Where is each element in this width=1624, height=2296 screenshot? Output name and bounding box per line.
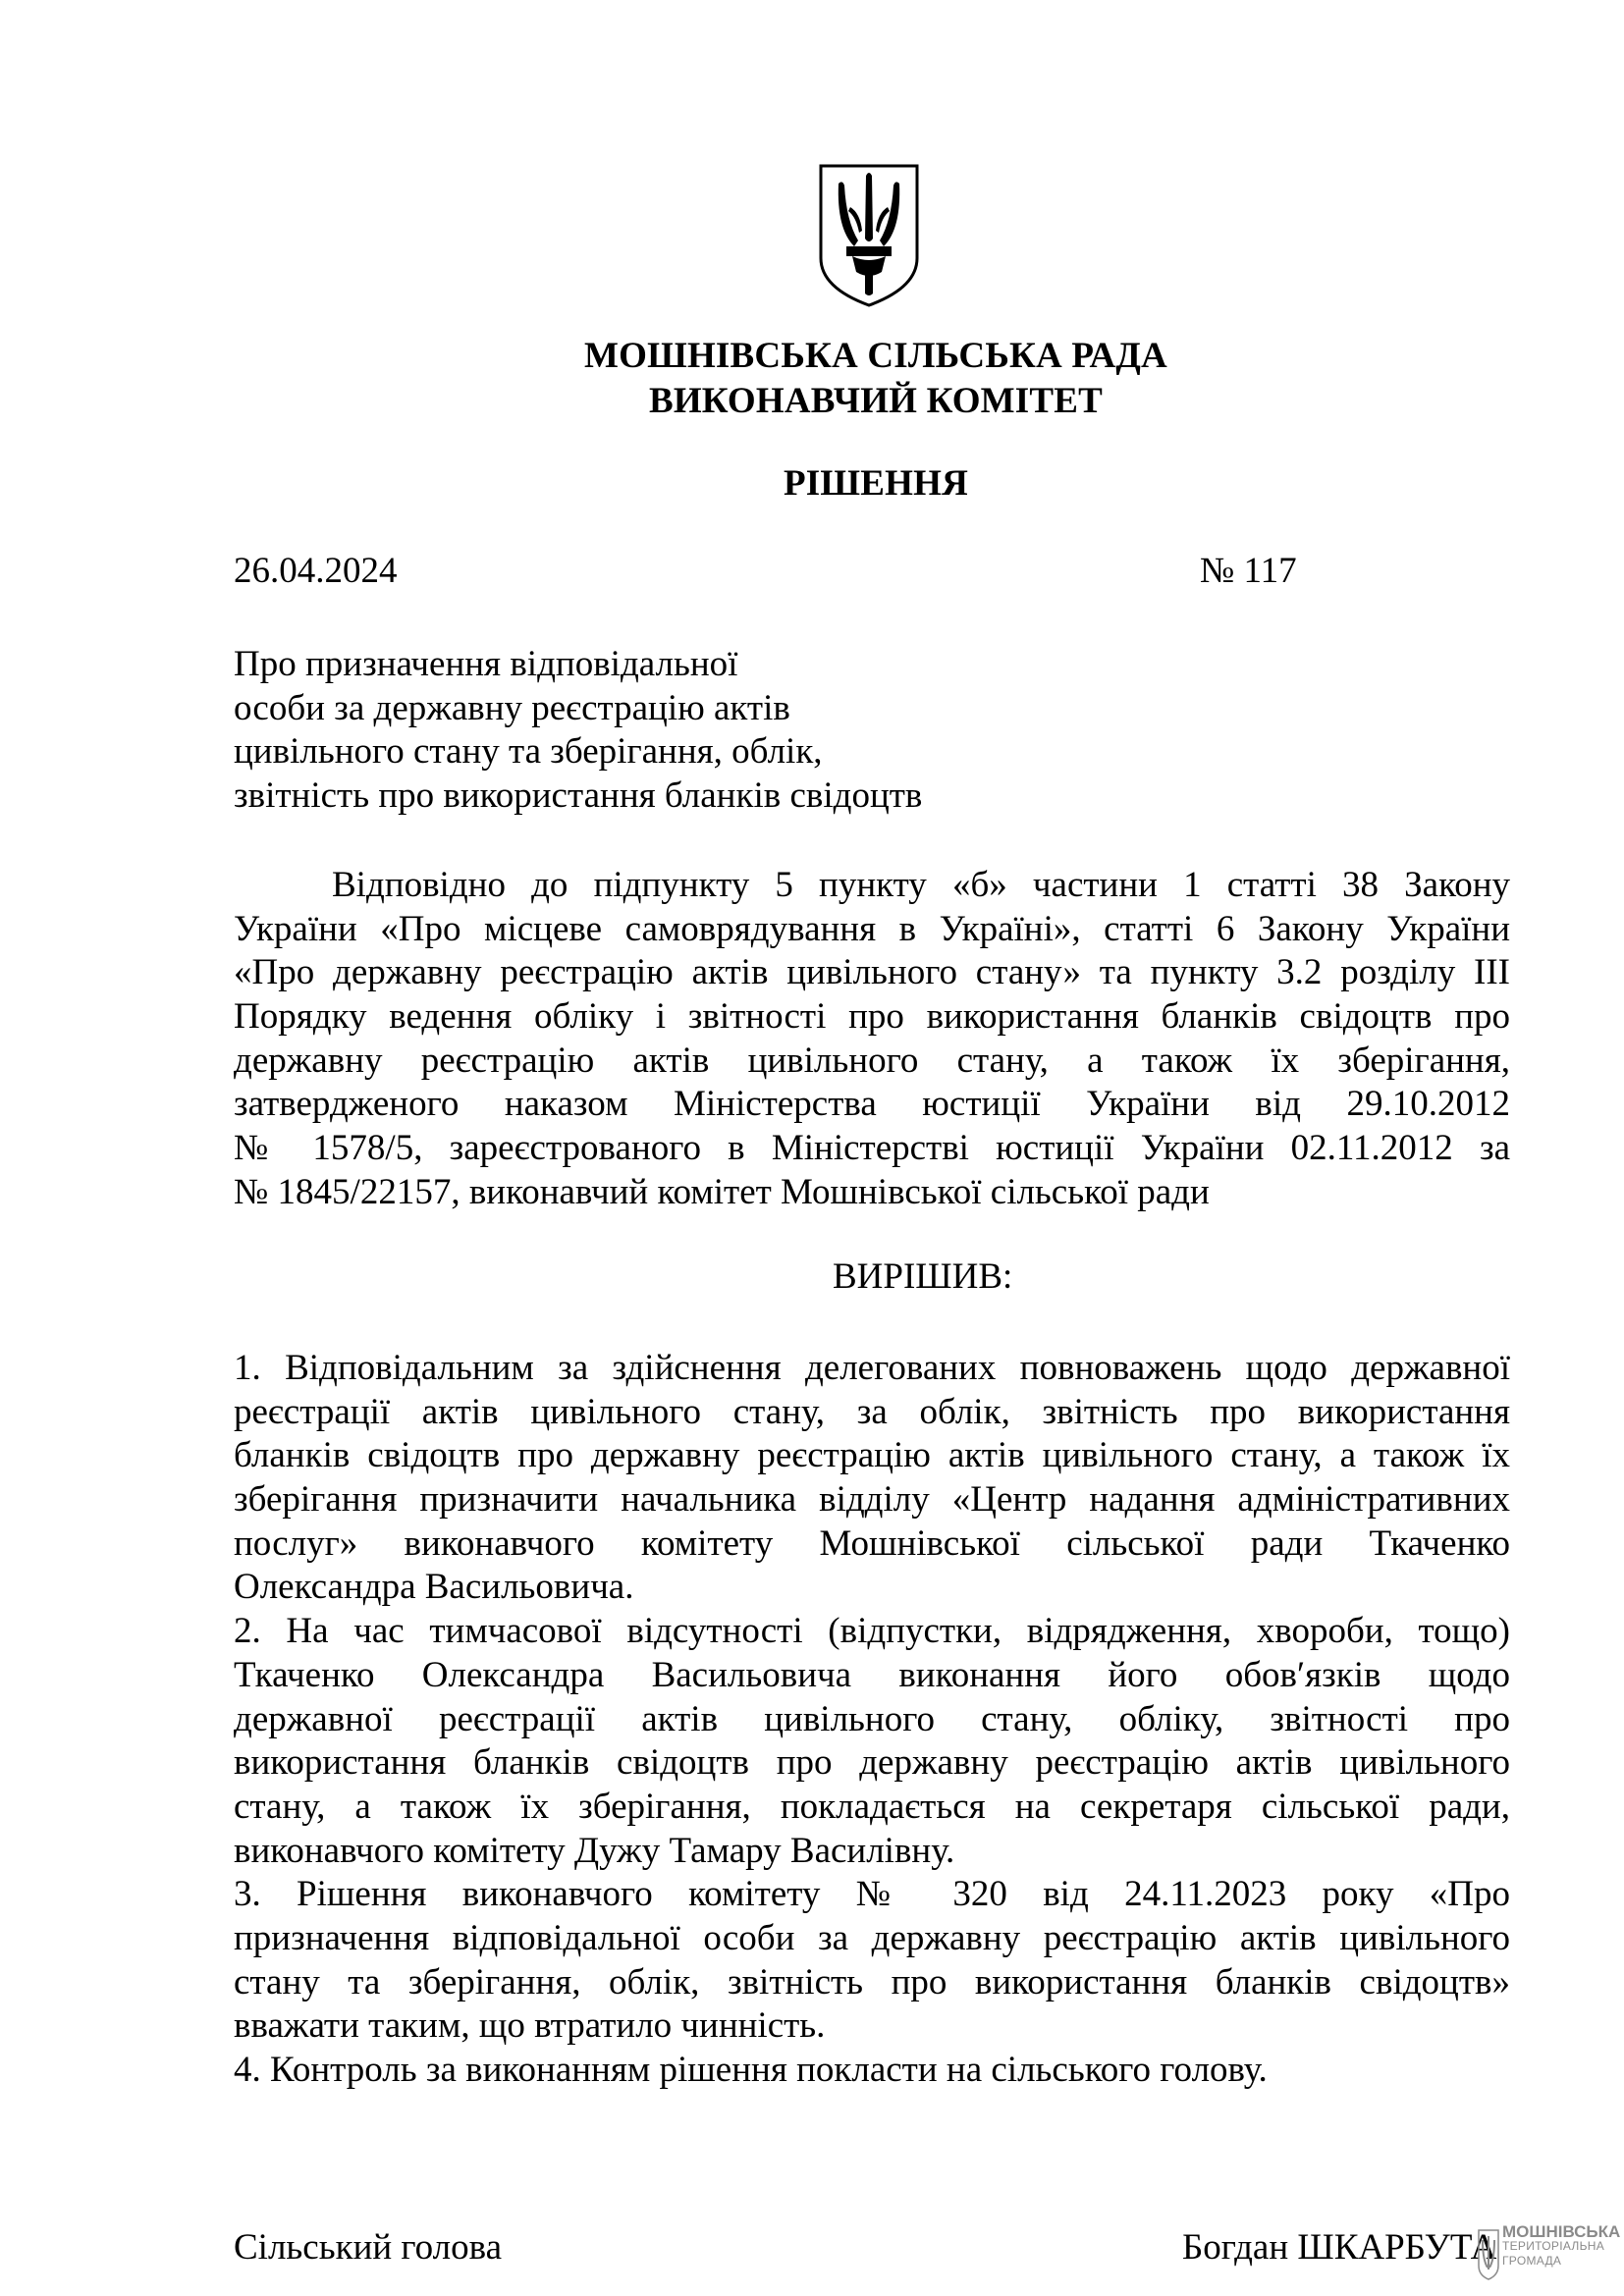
- preamble-line: № 1845/22157, виконавчий комітет Мошнівської сільської ради: [234, 1171, 1210, 1212]
- decision-number: № 117: [1200, 551, 1297, 591]
- decision-items: [234, 1347, 1510, 2093]
- subject-line: звітність про використання бланків свідоцтв: [234, 774, 923, 816]
- preamble-line: затвердженого наказом Міністерства юстиції України від 29.10.2012: [234, 1084, 1510, 1125]
- resolved-heading: ВИРІШИВ:: [833, 1256, 1013, 1297]
- decision-date: 26.04.2024: [234, 551, 398, 591]
- decision-item-line: 3. Рішення виконавчого комітету № 320 від 24.11.2023 року «Про: [234, 1874, 1510, 1915]
- decision-item-line: Ткаченко Олександра Васильовича виконання його обов′язків щодо: [234, 1654, 1510, 1695]
- watermark-title: МОШНІВСЬКА: [1502, 2222, 1621, 2241]
- preamble-line: Відповідно до підпункту 5 пункту «б» частини 1 статті 38 Закону: [332, 865, 1510, 905]
- subject-line: Про призначення відповідальної: [234, 644, 738, 684]
- preamble-line: України «Про місцеве самоврядування в Україні», статті 6 Закону України: [234, 908, 1510, 949]
- council-name: МОШНІВСЬКА СІЛЬСЬКА РАДА: [584, 336, 1167, 376]
- preamble-paragraph: [234, 864, 1510, 1215]
- watermark-subtitle: ГРОМАДА: [1502, 2254, 1562, 2268]
- signatory-title: Сільський голова: [234, 2227, 503, 2268]
- preamble-line: № 1578/5, зареєстрованого в Міністерстві юстиції України 02.11.2012 за: [234, 1128, 1510, 1169]
- subject-line: цивільного стану та зберігання, облік,: [234, 731, 823, 772]
- decision-item-line: стану, а також їх зберігання, покладається на секретаря сільської ради,: [234, 1786, 1510, 1827]
- watermark-subtitle: ТЕРИТОРІАЛЬНА: [1502, 2239, 1605, 2253]
- document-type-title: РІШЕННЯ: [784, 463, 968, 504]
- decision-item-line: виконавчого комітету Дужу Тамару Василівну.: [234, 1830, 955, 1871]
- decision-item-line: Олександра Васильовича.: [234, 1567, 634, 1608]
- decision-item-line: 2. На час тимчасової відсутності (відпустки, відрядження, хвороби, тощо): [234, 1611, 1510, 1652]
- decision-item-line: 1. Відповідальним за здійснення делегованих повноважень щодо державної: [234, 1348, 1510, 1388]
- decision-item-line: 4. Контроль за виконанням рішення покласти на сільського голову.: [234, 2050, 1268, 2090]
- committee-name: ВИКОНАВЧИЙ КОМІТЕТ: [648, 381, 1104, 421]
- decision-item-line: вважати таким, що втратило чинність.: [234, 2005, 826, 2047]
- preamble-line: Порядку ведення обліку і звітності про використання бланків свідоцтв про: [234, 996, 1510, 1038]
- decision-item-line: реєстрації актів цивільного стану, за облік, звітність про використання: [234, 1391, 1510, 1432]
- signatory-name: Богдан ШКАРБУТА: [1182, 2227, 1497, 2268]
- decision-item-line: зберігання призначити начальника відділу «Центр надання адміністративних: [234, 1479, 1510, 1521]
- trident-coat-of-arms-icon: [817, 162, 921, 309]
- decision-item-line: стану та зберігання, облік, звітність про використання бланків свідоцтв»: [234, 1961, 1510, 2002]
- preamble-line: «Про державну реєстрацію актів цивільного стану» та пункту 3.2 розділу ІІІ: [234, 952, 1510, 993]
- decision-item-line: державної реєстрації актів цивільного стану, обліку, звітності про: [234, 1698, 1510, 1739]
- decision-item-line: використання бланків свідоцтв про державну реєстрацію актів цивільного: [234, 1742, 1510, 1784]
- decision-item-line: послуг» виконавчого комітету Мошнівської сільської ради Ткаченко: [234, 1522, 1510, 1564]
- preamble-line: державну реєстрацію актів цивільного стану, а також їх зберігання,: [234, 1040, 1510, 1081]
- decision-subject: [234, 643, 1039, 818]
- decision-item-line: бланків свідоцтв про державну реєстрацію актів цивільного стану, а також їх: [234, 1435, 1510, 1476]
- decision-item-line: призначення відповідальної особи за державну реєстрацію актів цивільного: [234, 1917, 1510, 1958]
- subject-line: особи за державну реєстрацію актів: [234, 687, 790, 728]
- community-watermark: [1502, 2224, 1620, 2269]
